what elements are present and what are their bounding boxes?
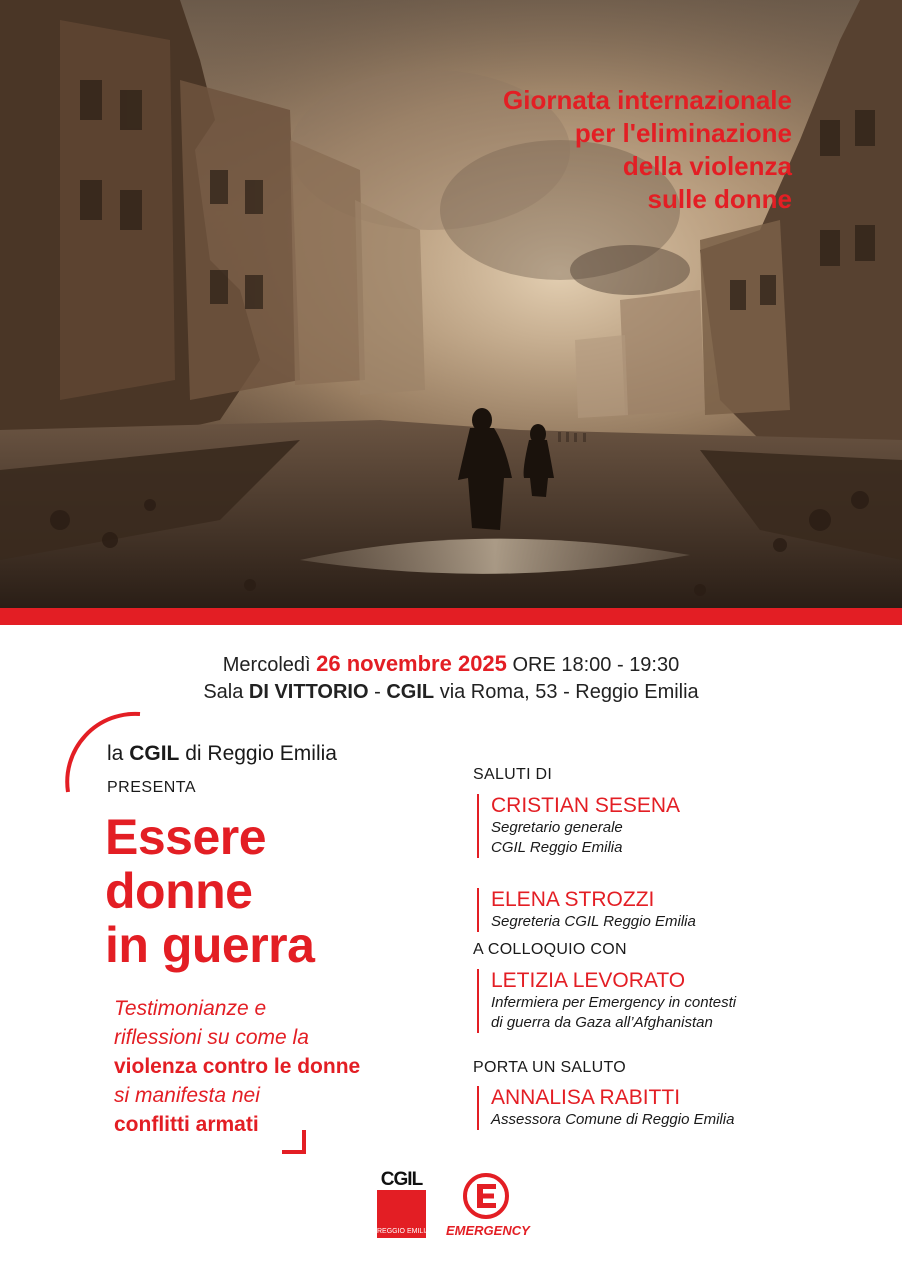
event-date-line [0, 650, 902, 679]
emergency-logo [446, 1172, 530, 1242]
speaker-role: Infermiera per Emergency in contesti [491, 994, 737, 1011]
speaker-role: CGIL Reggio Emilia [491, 839, 623, 856]
main-title-line: Essere [105, 809, 267, 865]
event-info [0, 650, 902, 706]
subtitle-line: Testimonianze e [114, 997, 267, 1020]
red-divider-band [0, 608, 902, 625]
speaker-role: Segreteria CGIL Reggio Emilia [491, 913, 696, 930]
event-date: 26 novembre 2025 [316, 651, 507, 676]
saluti-label: SALUTI DI [473, 766, 553, 783]
venue-name: DI VITTORIO [248, 681, 369, 703]
subtitle-line: violenza contro le donne [114, 1055, 361, 1078]
speaker-name: ELENA STROZZI [491, 888, 655, 911]
hero-title-line: per l'eliminazione [574, 118, 792, 148]
event-venue-line [0, 679, 902, 706]
subtitle-line: si manifesta nei [114, 1084, 260, 1107]
speaker-role: di guerra da Gaza all’Afghanistan [491, 1014, 713, 1031]
cgil-logo-word: CGIL [380, 1169, 423, 1190]
main-title-line: in guerra [105, 917, 315, 973]
presenter-post: di Reggio Emilia [185, 742, 337, 765]
speaker-name: CRISTIAN SESENA [491, 794, 681, 817]
speaker-block [477, 888, 696, 932]
subtitle-line: conflitti armati [114, 1113, 259, 1136]
venue-prefix: Sala [203, 681, 244, 703]
cgil-logo-sub: REGGIO EMILIA [377, 1228, 430, 1235]
presenter-line [107, 742, 337, 766]
porta-label: PORTA UN SALUTO [473, 1059, 626, 1076]
speaker-name: ANNALISA RABITTI [491, 1086, 681, 1109]
hero-image [0, 0, 902, 608]
main-title-line: donne [105, 863, 253, 919]
speaker-role: Segretario generale [491, 819, 623, 836]
emergency-logo-icon [446, 1172, 526, 1224]
speaker-block [477, 794, 680, 858]
venue-org: CGIL [386, 681, 435, 703]
speaker-role: Assessora Comune di Reggio Emilia [491, 1111, 735, 1128]
speaker-block [477, 969, 736, 1033]
main-title [105, 810, 314, 972]
speaker-name: LETIZIA LEVORATO [491, 969, 686, 992]
presenter-org: CGIL [129, 742, 180, 765]
emergency-logo-word: EMERGENCY [446, 1223, 530, 1238]
venue-separator: - [374, 681, 381, 703]
presenter-pre: la [107, 742, 124, 765]
cgil-logo [377, 1169, 430, 1238]
subtitle-line: riflessioni su come la [114, 1026, 309, 1049]
speaker-block [477, 1086, 734, 1130]
hero-title-line: sulle donne [647, 184, 792, 214]
subtitle [114, 994, 360, 1139]
hero-title-line: Giornata internazionale [503, 85, 792, 115]
cgil-logo-block [377, 1190, 430, 1238]
decorative-corner [282, 1130, 306, 1154]
colloquio-label: A COLLOQUIO CON [473, 941, 627, 958]
hero-title [503, 84, 792, 216]
presenta-label: PRESENTA [107, 779, 197, 796]
venue-address: via Roma, 53 - Reggio Emilia [439, 681, 699, 703]
hero-title-line: della violenza [622, 151, 792, 181]
event-time: ORE 18:00 - 19:30 [512, 654, 680, 676]
event-day: Mercoledì [222, 654, 311, 676]
